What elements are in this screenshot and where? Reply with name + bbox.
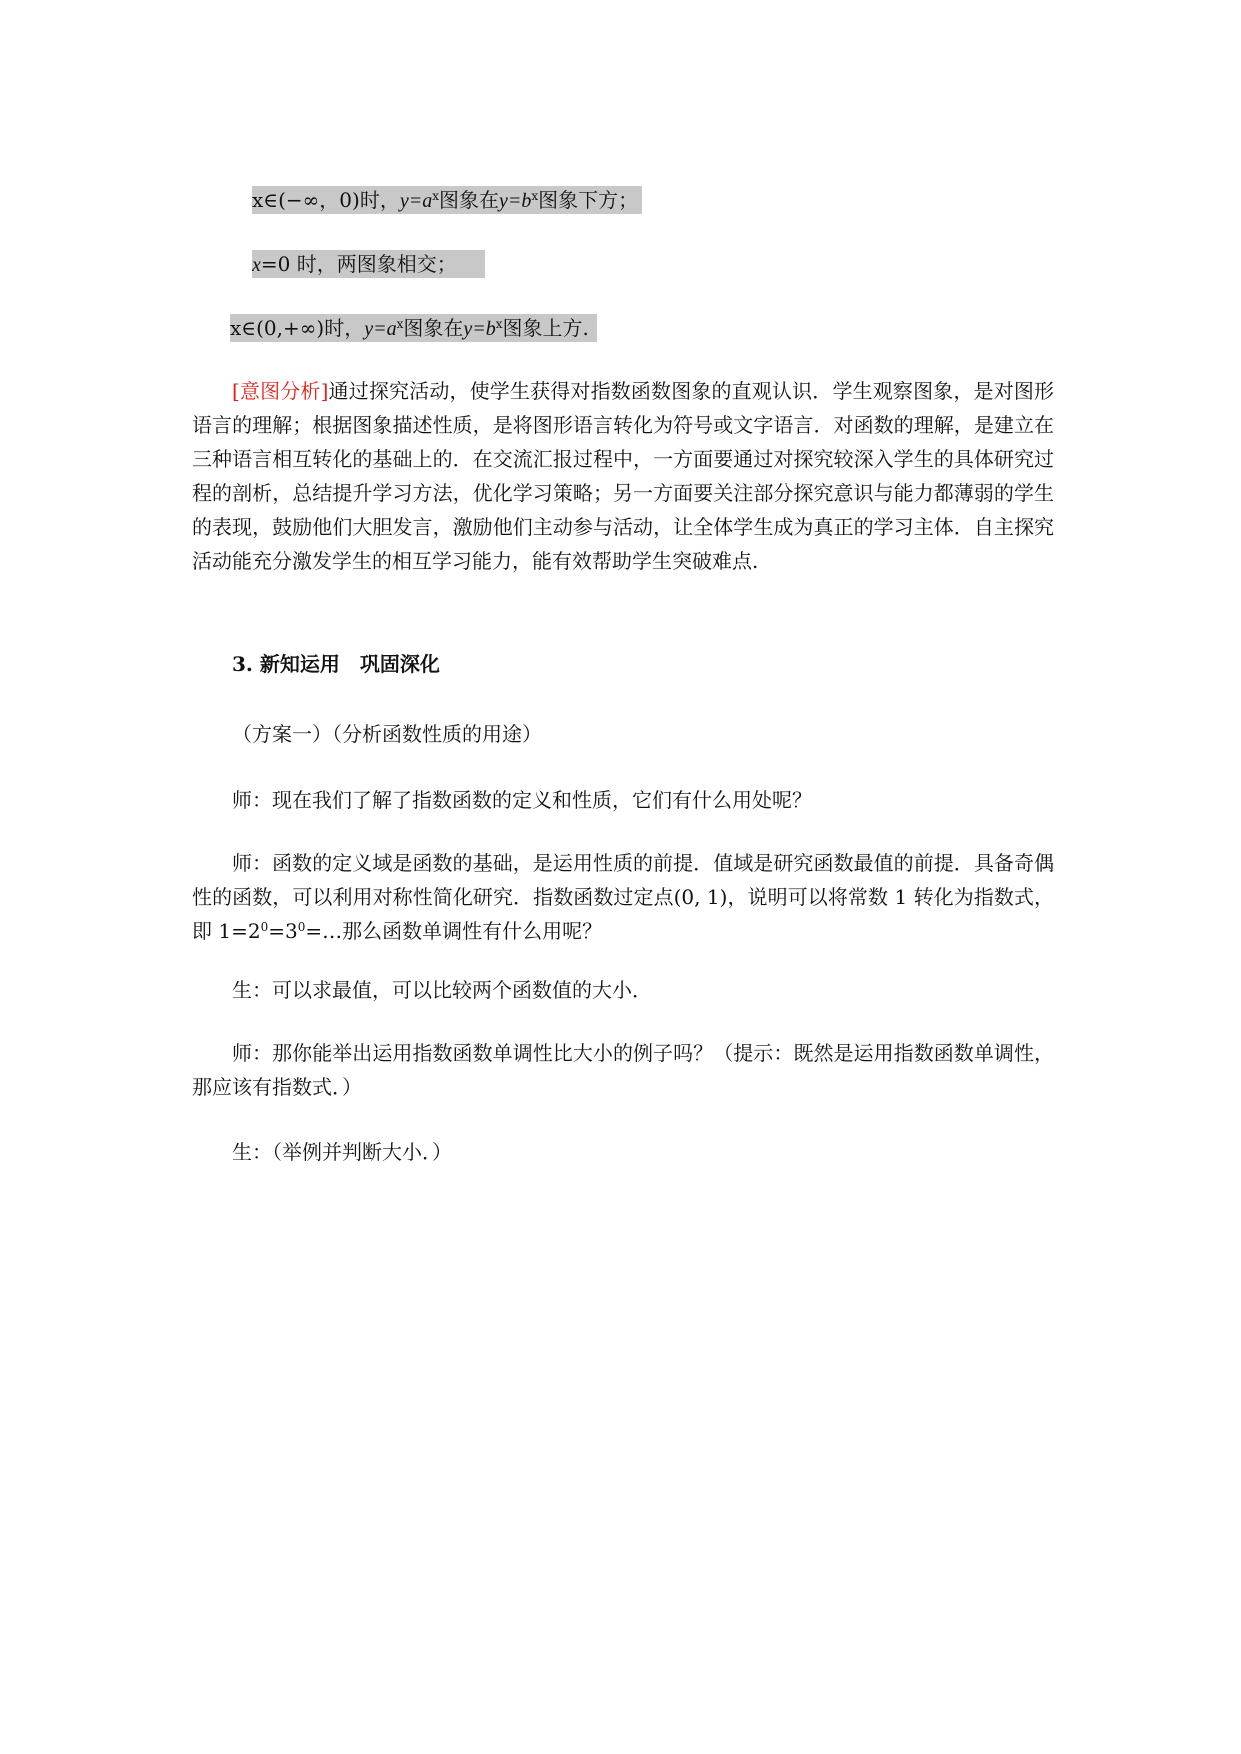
exponent: x	[432, 189, 439, 203]
highlight-positive	[230, 314, 597, 342]
explanation-mid: =3	[268, 919, 298, 943]
exponent-zero: 0	[260, 920, 269, 934]
exponent: x	[531, 189, 539, 203]
exponent-zero: 0	[297, 920, 306, 934]
highlight-zero	[252, 250, 485, 278]
inequality-line-negative	[252, 186, 642, 215]
domain-negative: x∈(−∞，0)时，	[252, 188, 400, 212]
intent-body: 通过探究活动，使学生获得对指数函数图象的直观认识．学生观察图象，是对图形语言的理解；根据图象描述性质，是将图形语言转化为符号或文字语言．对函数的理解，是建立在三种语言相互转化的基础上的．在交流汇报过程中，一方面要通过对探究较深入学生的具体研究过程的剖析，总结提升学习方法，优化学习策略；另一方面要关注部分探究意识与能力都薄弱的学生的表现，鼓励他们大胆发言，激励他们主动参与活动，让全体学生成为真正的学习主体．自主探究活动能充分激发学生的相互学习能力，能有效帮助学生突破难点.	[192, 379, 1055, 573]
func-a: y=a	[399, 190, 433, 212]
inequality-line-positive	[230, 314, 597, 343]
func-b: y=b	[499, 190, 532, 212]
connector-text: 图象在	[403, 316, 464, 340]
exponent: x	[396, 317, 404, 331]
explanation-tail: =…那么函数单调性有什么用呢？	[305, 919, 603, 943]
intersection-text: =0 时，两图象相交；	[260, 252, 457, 276]
intent-label: [意图分析]	[232, 379, 329, 403]
func-b: y=b	[463, 318, 496, 340]
teacher-explanation	[192, 846, 1054, 948]
relation-text: 图象下方；	[538, 188, 639, 212]
plan-line: （方案一）（分析函数性质的用途）	[232, 722, 542, 746]
teacher-question-1: 师：现在我们了解了指数函数的定义和性质，它们有什么用处呢？	[232, 788, 812, 812]
teacher-question-2: 师：那你能举出运用指数函数单调性比大小的例子吗？（提示：既然是运用指数函数单调性，那应该有指数式．）	[192, 1041, 1054, 1099]
func-a: y=a	[364, 318, 397, 340]
student-answer-2: 生：（举例并判断大小．）	[232, 1140, 452, 1164]
connector-text: 图象在	[439, 188, 499, 212]
intent-analysis-paragraph	[192, 374, 1054, 578]
relation-text: 图象上方.	[502, 316, 589, 340]
highlight-negative	[252, 186, 642, 214]
var-x: x	[252, 254, 261, 276]
exponent: x	[495, 317, 503, 331]
explanation-text: 师：函数的定义域是函数的基础，是运用性质的前提．值域是研究函数最值的前提．具备奇偶性的函数，可以利用对称性简化研究．指数函数过定点(0, 1)，说明可以将常数 1 转化为指数式，即 1=2	[192, 851, 1054, 943]
domain-positive: x∈(0,+∞)时，	[230, 316, 365, 340]
student-answer-1: 生：可以求最值，可以比较两个函数值的大小．	[232, 978, 652, 1002]
intersection-line	[252, 250, 485, 279]
section-heading: 3. 新知运用 巩固深化	[232, 652, 440, 676]
